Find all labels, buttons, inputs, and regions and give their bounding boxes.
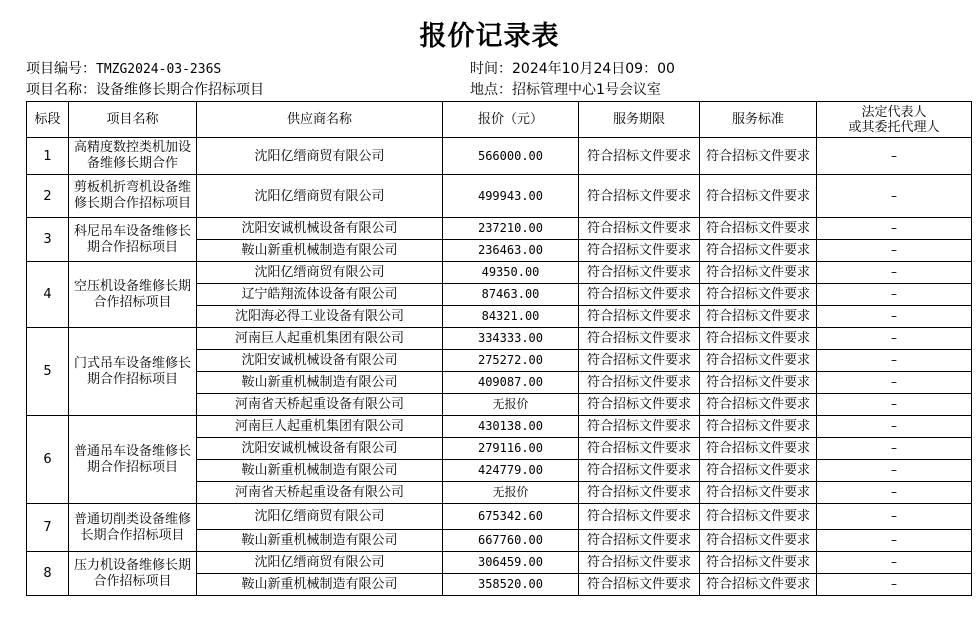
quoted-price: 279116.00 — [443, 438, 579, 460]
service-standard: 符合招标文件要求 — [700, 240, 817, 262]
legal-rep: – — [817, 284, 972, 306]
legal-rep: – — [817, 504, 972, 530]
quoted-price: 667760.00 — [443, 530, 579, 552]
service-standard: 符合招标文件要求 — [700, 504, 817, 530]
legal-rep: – — [817, 175, 972, 218]
time-line — [470, 58, 675, 78]
supplier-name: 鞍山新重机械制造有限公司 — [197, 460, 443, 482]
place-line — [470, 79, 661, 99]
supplier-name: 河南省天桥起重设备有限公司 — [197, 482, 443, 504]
service-standard: 符合招标文件要求 — [700, 438, 817, 460]
supplier-name: 沈阳亿缙商贸有限公司 — [197, 175, 443, 218]
table-row — [27, 175, 972, 218]
legal-rep: – — [817, 306, 972, 328]
quoted-price: 275272.00 — [443, 350, 579, 372]
supplier-name: 河南巨人起重机集团有限公司 — [197, 416, 443, 438]
quoted-price: 无报价 — [443, 394, 579, 416]
service-standard: 符合招标文件要求 — [700, 482, 817, 504]
service-term: 符合招标文件要求 — [579, 552, 700, 574]
table-row — [27, 328, 972, 350]
service-standard: 符合招标文件要求 — [700, 218, 817, 240]
supplier-name: 鞍山新重机械制造有限公司 — [197, 240, 443, 262]
time-label: 时间： — [470, 61, 512, 77]
service-term: 符合招标文件要求 — [579, 504, 700, 530]
service-standard: 符合招标文件要求 — [700, 138, 817, 175]
quoted-price: 358520.00 — [443, 574, 579, 596]
quoted-price: 675342.60 — [443, 504, 579, 530]
time-value: 2024年10月24日09：00 — [512, 61, 675, 77]
header-lot: 标段 — [27, 102, 69, 138]
legal-rep: – — [817, 218, 972, 240]
service-standard: 符合招标文件要求 — [700, 284, 817, 306]
lot-project-name: 普通吊车设备维修长期合作招标项目 — [69, 416, 197, 504]
legal-rep: – — [817, 240, 972, 262]
lot-number: 7 — [27, 504, 69, 552]
quoted-price: 409087.00 — [443, 372, 579, 394]
header-supplier: 供应商名称 — [197, 102, 443, 138]
place-label: 地点： — [470, 82, 512, 98]
quoted-price: 49350.00 — [443, 262, 579, 284]
quoted-price: 424779.00 — [443, 460, 579, 482]
quoted-price: 236463.00 — [443, 240, 579, 262]
table-row — [27, 218, 972, 240]
quoted-price: 237210.00 — [443, 218, 579, 240]
service-term: 符合招标文件要求 — [579, 530, 700, 552]
supplier-name: 鞍山新重机械制造有限公司 — [197, 372, 443, 394]
legal-rep: – — [817, 416, 972, 438]
service-term: 符合招标文件要求 — [579, 416, 700, 438]
supplier-name: 沈阳安诚机械设备有限公司 — [197, 218, 443, 240]
supplier-name: 沈阳亿缙商贸有限公司 — [197, 138, 443, 175]
table-header-row — [27, 102, 972, 138]
legal-rep: – — [817, 482, 972, 504]
lot-project-name: 科尼吊车设备维修长期合作招标项目 — [69, 218, 197, 262]
service-term: 符合招标文件要求 — [579, 394, 700, 416]
legal-rep: – — [817, 460, 972, 482]
legal-rep: – — [817, 328, 972, 350]
table-row — [27, 552, 972, 574]
service-term: 符合招标文件要求 — [579, 262, 700, 284]
service-term: 符合招标文件要求 — [579, 460, 700, 482]
table-row — [27, 416, 972, 438]
service-term: 符合招标文件要求 — [579, 284, 700, 306]
quoted-price: 499943.00 — [443, 175, 579, 218]
service-standard: 符合招标文件要求 — [700, 394, 817, 416]
service-term: 符合招标文件要求 — [579, 482, 700, 504]
project-name-value: 设备维修长期合作招标项目 — [96, 82, 264, 98]
lot-number: 6 — [27, 416, 69, 504]
header-project-name: 项目名称 — [69, 102, 197, 138]
service-standard: 符合招标文件要求 — [700, 328, 817, 350]
quoted-price: 566000.00 — [443, 138, 579, 175]
quoted-price: 430138.00 — [443, 416, 579, 438]
service-standard: 符合招标文件要求 — [700, 306, 817, 328]
project-number-value: TMZG2024-03-236S — [96, 62, 222, 77]
supplier-name: 沈阳安诚机械设备有限公司 — [197, 438, 443, 460]
service-term: 符合招标文件要求 — [579, 138, 700, 175]
service-term: 符合招标文件要求 — [579, 574, 700, 596]
legal-rep: – — [817, 438, 972, 460]
legal-rep: – — [817, 574, 972, 596]
service-term: 符合招标文件要求 — [579, 438, 700, 460]
header-legal-rep: 法定代表人 或其委托代理人 — [817, 102, 972, 138]
quoted-price: 334333.00 — [443, 328, 579, 350]
lot-number: 3 — [27, 218, 69, 262]
lot-project-name: 普通切削类设备维修长期合作招标项目 — [69, 504, 197, 552]
quoted-price: 84321.00 — [443, 306, 579, 328]
supplier-name: 沈阳亿缙商贸有限公司 — [197, 262, 443, 284]
supplier-name: 辽宁皓翔流体设备有限公司 — [197, 284, 443, 306]
supplier-name: 沈阳安诚机械设备有限公司 — [197, 350, 443, 372]
supplier-name: 河南巨人起重机集团有限公司 — [197, 328, 443, 350]
header-service-term: 服务期限 — [579, 102, 700, 138]
legal-rep: – — [817, 394, 972, 416]
lot-project-name: 剪板机折弯机设备维修长期合作招标项目 — [69, 175, 197, 218]
service-standard: 符合招标文件要求 — [700, 460, 817, 482]
service-standard: 符合招标文件要求 — [700, 372, 817, 394]
lot-number: 4 — [27, 262, 69, 328]
supplier-name: 鞍山新重机械制造有限公司 — [197, 574, 443, 596]
service-standard: 符合招标文件要求 — [700, 574, 817, 596]
supplier-name: 河南省天桥起重设备有限公司 — [197, 394, 443, 416]
service-standard: 符合招标文件要求 — [700, 350, 817, 372]
project-name-label: 项目名称： — [26, 82, 96, 98]
service-term: 符合招标文件要求 — [579, 372, 700, 394]
supplier-name: 沈阳亿缙商贸有限公司 — [197, 504, 443, 530]
table-body — [27, 138, 972, 596]
project-name-line — [26, 79, 264, 99]
service-term: 符合招标文件要求 — [579, 306, 700, 328]
supplier-name: 鞍山新重机械制造有限公司 — [197, 530, 443, 552]
quoted-price: 无报价 — [443, 482, 579, 504]
project-number-line — [26, 58, 221, 78]
header-service-standard: 服务标准 — [700, 102, 817, 138]
service-term: 符合招标文件要求 — [579, 240, 700, 262]
lot-number: 2 — [27, 175, 69, 218]
service-standard: 符合招标文件要求 — [700, 530, 817, 552]
legal-rep: – — [817, 350, 972, 372]
lot-project-name: 空压机设备维修长期合作招标项目 — [69, 262, 197, 328]
service-standard: 符合招标文件要求 — [700, 416, 817, 438]
service-term: 符合招标文件要求 — [579, 175, 700, 218]
service-term: 符合招标文件要求 — [579, 350, 700, 372]
quoted-price: 306459.00 — [443, 552, 579, 574]
service-standard: 符合招标文件要求 — [700, 262, 817, 284]
supplier-name: 沈阳亿缙商贸有限公司 — [197, 552, 443, 574]
supplier-name: 沈阳海必得工业设备有限公司 — [197, 306, 443, 328]
document-title: 报价记录表 — [419, 21, 560, 52]
service-standard: 符合招标文件要求 — [700, 175, 817, 218]
legal-rep: – — [817, 552, 972, 574]
service-term: 符合招标文件要求 — [579, 218, 700, 240]
quotation-table — [26, 101, 972, 596]
lot-number: 1 — [27, 138, 69, 175]
lot-number: 5 — [27, 328, 69, 416]
lot-project-name: 压力机设备维修长期合作招标项目 — [69, 552, 197, 596]
legal-rep: – — [817, 372, 972, 394]
table-row — [27, 262, 972, 284]
service-standard: 符合招标文件要求 — [700, 552, 817, 574]
table-row — [27, 504, 972, 530]
legal-rep: – — [817, 138, 972, 175]
place-value: 招标管理中心1号会议室 — [512, 82, 661, 98]
legal-rep: – — [817, 530, 972, 552]
header-price: 报价（元） — [443, 102, 579, 138]
legal-rep: – — [817, 262, 972, 284]
lot-number: 8 — [27, 552, 69, 596]
lot-project-name: 高精度数控类机加设备维修长期合作 — [69, 138, 197, 175]
project-number-label: 项目编号： — [26, 61, 96, 77]
service-term: 符合招标文件要求 — [579, 328, 700, 350]
lot-project-name: 门式吊车设备维修长期合作招标项目 — [69, 328, 197, 416]
table-row — [27, 138, 972, 175]
quoted-price: 87463.00 — [443, 284, 579, 306]
